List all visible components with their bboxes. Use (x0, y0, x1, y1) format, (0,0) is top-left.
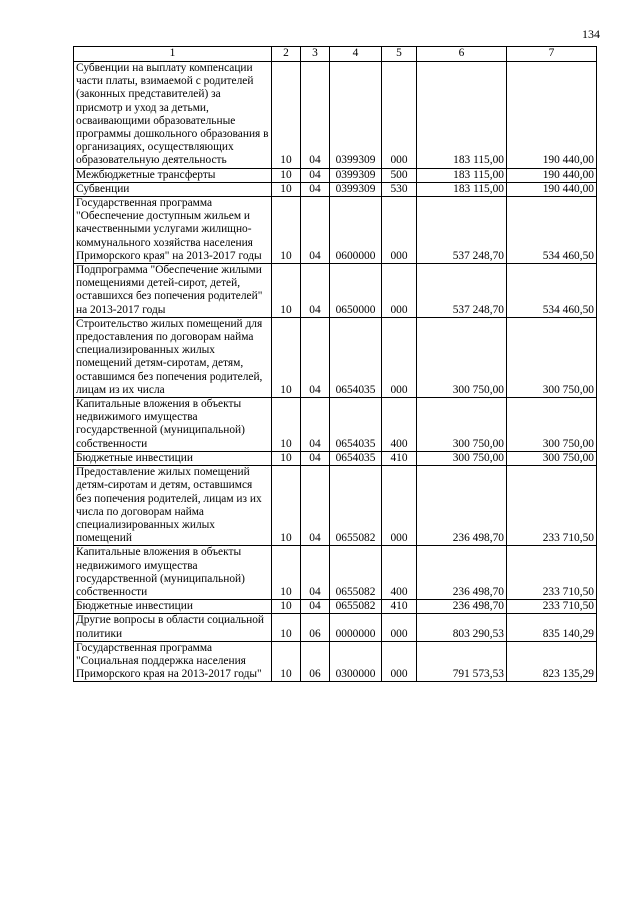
row-amount-1-cell: 300 750,00 (417, 451, 507, 465)
row-section-cell: 10 (272, 398, 301, 452)
row-expense-type-cell: 500 (382, 168, 417, 182)
row-amount-1-cell: 537 248,70 (417, 264, 507, 318)
row-subsection-cell: 04 (301, 451, 330, 465)
row-subsection-cell: 04 (301, 398, 330, 452)
row-subsection-cell: 04 (301, 197, 330, 264)
row-target-code-cell: 0655082 (330, 466, 382, 546)
row-target-code-cell: 0399309 (330, 182, 382, 196)
row-subsection-cell: 04 (301, 317, 330, 397)
row-subsection-cell: 04 (301, 62, 330, 169)
row-amount-2-cell: 835 140,29 (507, 614, 597, 641)
header-col-5: 5 (382, 47, 417, 62)
table-row (74, 398, 597, 452)
row-target-code-cell: 0654035 (330, 317, 382, 397)
table-row (74, 641, 597, 682)
row-amount-2-cell: 300 750,00 (507, 398, 597, 452)
row-target-code-cell: 0655082 (330, 546, 382, 600)
row-section-cell: 10 (272, 317, 301, 397)
row-expense-type-cell: 000 (382, 317, 417, 397)
header-col-4: 4 (330, 47, 382, 62)
table-row (74, 451, 597, 465)
row-expense-type-cell: 000 (382, 614, 417, 641)
row-amount-2-cell: 233 710,50 (507, 600, 597, 614)
row-target-code-cell: 0399309 (330, 168, 382, 182)
row-name-cell: Субвенции на выплату компенсации части платы, взимаемой с родителей (законных представителей) за присмотр и уход за детьми, осваивающими образовательные программы дошкольного образования в организациях, осуществляющих образовательную деятельность (74, 62, 272, 169)
row-amount-1-cell: 183 115,00 (417, 62, 507, 169)
row-section-cell: 10 (272, 641, 301, 682)
page-number: 134 (582, 27, 600, 41)
row-name-cell: Бюджетные инвестиции (74, 451, 272, 465)
row-subsection-cell: 04 (301, 182, 330, 196)
row-target-code-cell: 0600000 (330, 197, 382, 264)
header-col-1: 1 (74, 47, 272, 62)
row-amount-2-cell: 534 460,50 (507, 197, 597, 264)
row-amount-2-cell: 300 750,00 (507, 317, 597, 397)
header-col-7: 7 (507, 47, 597, 62)
row-target-code-cell: 0654035 (330, 451, 382, 465)
row-expense-type-cell: 000 (382, 264, 417, 318)
row-amount-2-cell: 823 135,29 (507, 641, 597, 682)
row-subsection-cell: 04 (301, 546, 330, 600)
table-row (74, 182, 597, 196)
row-amount-2-cell: 190 440,00 (507, 62, 597, 169)
row-target-code-cell: 0000000 (330, 614, 382, 641)
header-col-2: 2 (272, 47, 301, 62)
row-name-cell: Капитальные вложения в объекты недвижимого имущества государственной (муниципальной) собственности (74, 546, 272, 600)
row-subsection-cell: 06 (301, 614, 330, 641)
row-subsection-cell: 04 (301, 168, 330, 182)
table-row (74, 168, 597, 182)
row-amount-1-cell: 300 750,00 (417, 317, 507, 397)
row-amount-1-cell: 236 498,70 (417, 546, 507, 600)
row-amount-1-cell: 537 248,70 (417, 197, 507, 264)
row-name-cell: Государственная программа "Социальная поддержка населения Приморского края на 2013-2017 годы" (74, 641, 272, 682)
row-amount-1-cell: 236 498,70 (417, 466, 507, 546)
budget-table (73, 46, 597, 682)
table-row (74, 614, 597, 641)
row-expense-type-cell: 410 (382, 451, 417, 465)
row-subsection-cell: 04 (301, 264, 330, 318)
row-name-cell: Другие вопросы в области социальной политики (74, 614, 272, 641)
row-amount-1-cell: 183 115,00 (417, 168, 507, 182)
header-col-3: 3 (301, 47, 330, 62)
row-section-cell: 10 (272, 264, 301, 318)
row-subsection-cell: 04 (301, 466, 330, 546)
row-name-cell: Субвенции (74, 182, 272, 196)
row-amount-1-cell: 791 573,53 (417, 641, 507, 682)
row-section-cell: 10 (272, 546, 301, 600)
row-expense-type-cell: 400 (382, 546, 417, 600)
table-row (74, 466, 597, 546)
row-amount-2-cell: 233 710,50 (507, 546, 597, 600)
row-name-cell: Строительство жилых помещений для предоставления по договорам найма специализированных жилых помещений детям-сиротам, детям, оставшимся без попечения родителей, лицам из их числа (74, 317, 272, 397)
row-section-cell: 10 (272, 614, 301, 641)
row-section-cell: 10 (272, 600, 301, 614)
row-target-code-cell: 0655082 (330, 600, 382, 614)
table-row (74, 546, 597, 600)
row-target-code-cell: 0654035 (330, 398, 382, 452)
table-row (74, 197, 597, 264)
row-section-cell: 10 (272, 182, 301, 196)
row-name-cell: Подпрограмма "Обеспечение жилыми помещениями детей-сирот, детей, оставшихся без попечения родителей" на 2013-2017 годы (74, 264, 272, 318)
row-subsection-cell: 04 (301, 600, 330, 614)
table-row (74, 600, 597, 614)
row-name-cell: Бюджетные инвестиции (74, 600, 272, 614)
row-amount-2-cell: 190 440,00 (507, 168, 597, 182)
row-expense-type-cell: 000 (382, 62, 417, 169)
row-expense-type-cell: 410 (382, 600, 417, 614)
row-target-code-cell: 0650000 (330, 264, 382, 318)
row-amount-2-cell: 300 750,00 (507, 451, 597, 465)
row-expense-type-cell: 000 (382, 466, 417, 546)
header-col-6: 6 (417, 47, 507, 62)
row-section-cell: 10 (272, 62, 301, 169)
row-name-cell: Государственная программа "Обеспечение доступным жильем и качественными услугами жилищно-коммунального хозяйства населения Приморского края" на 2013-2017 годы (74, 197, 272, 264)
row-section-cell: 10 (272, 197, 301, 264)
row-section-cell: 10 (272, 466, 301, 546)
row-subsection-cell: 06 (301, 641, 330, 682)
row-amount-2-cell: 534 460,50 (507, 264, 597, 318)
table-row (74, 62, 597, 169)
row-expense-type-cell: 530 (382, 182, 417, 196)
row-section-cell: 10 (272, 168, 301, 182)
row-amount-1-cell: 803 290,53 (417, 614, 507, 641)
row-amount-2-cell: 233 710,50 (507, 466, 597, 546)
row-target-code-cell: 0399309 (330, 62, 382, 169)
row-amount-1-cell: 183 115,00 (417, 182, 507, 196)
table-row (74, 317, 597, 397)
row-name-cell: Капитальные вложения в объекты недвижимого имущества государственной (муниципальной) собственности (74, 398, 272, 452)
row-expense-type-cell: 000 (382, 197, 417, 264)
row-amount-1-cell: 300 750,00 (417, 398, 507, 452)
row-expense-type-cell: 000 (382, 641, 417, 682)
row-target-code-cell: 0300000 (330, 641, 382, 682)
row-name-cell: Межбюджетные трансферты (74, 168, 272, 182)
row-amount-1-cell: 236 498,70 (417, 600, 507, 614)
row-section-cell: 10 (272, 451, 301, 465)
row-name-cell: Предоставление жилых помещений детям-сиротам и детям, оставшимся без попечения родителей, лицам из их числа по договорам найма специализированных жилых помещений (74, 466, 272, 546)
row-amount-2-cell: 190 440,00 (507, 182, 597, 196)
table-header-row (74, 47, 597, 62)
table-row (74, 264, 597, 318)
row-expense-type-cell: 400 (382, 398, 417, 452)
